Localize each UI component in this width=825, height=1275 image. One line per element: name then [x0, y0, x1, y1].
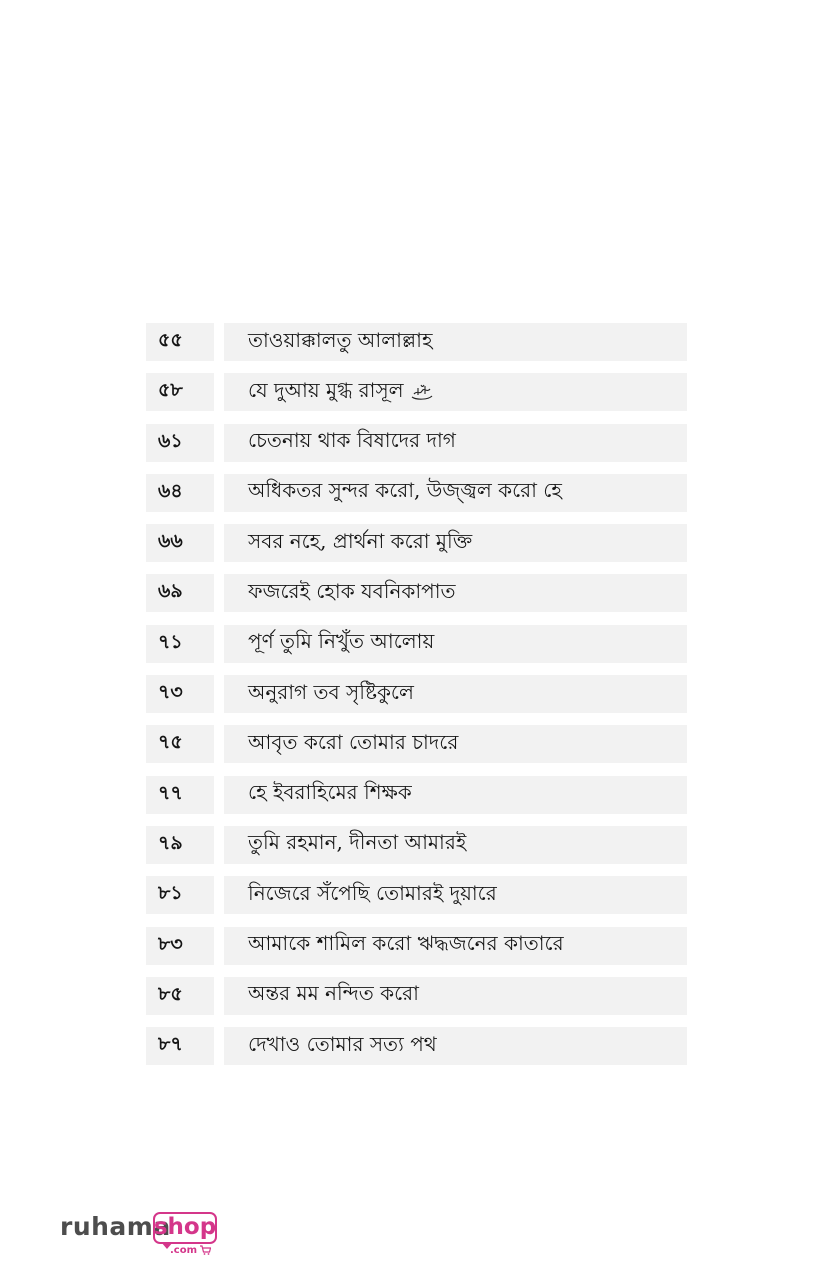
- toc-chapter-title-text: আবৃত করো তোমার চাদরে: [248, 729, 459, 754]
- logo-ruhama-text: ruhama: [60, 1212, 171, 1241]
- toc-chapter-title-text: তাওয়াক্কালতু আলাল্লাহ: [248, 327, 433, 352]
- toc-chapter-title: [224, 776, 687, 814]
- toc-chapter-title: [224, 574, 687, 612]
- toc-chapter-title: [224, 524, 687, 562]
- toc-chapter-title-text: যে দুআয় মুগ্ধ রাসূল: [248, 377, 404, 402]
- toc-row: [146, 373, 687, 411]
- toc-page-number: ৭৩: [146, 675, 214, 713]
- toc-row: [146, 927, 687, 965]
- toc-row: [146, 424, 687, 462]
- toc-page-number: ৭৭: [146, 776, 214, 814]
- toc-page-number: ৮৭: [146, 1027, 214, 1065]
- toc-chapter-title: [224, 876, 687, 914]
- toc-chapter-title-text: নিজেরে সঁপেছি তোমারই দুয়ারে: [248, 880, 497, 905]
- toc-chapter-title: [224, 725, 687, 763]
- toc-chapter-title-text: অনুরাগ তব সৃষ্টিকুলে: [248, 679, 414, 704]
- toc-chapter-title: [224, 424, 687, 462]
- toc-row: [146, 776, 687, 814]
- toc-chapter-title: [224, 474, 687, 512]
- toc-row: [146, 876, 687, 914]
- toc-page-number: ৭৯: [146, 826, 214, 864]
- toc-page-number: ৬৪: [146, 474, 214, 512]
- toc-chapter-title: [224, 323, 687, 361]
- logo-com-text: .com: [170, 1245, 198, 1256]
- toc-page-number: ৫৫: [146, 323, 214, 361]
- toc-chapter-title-text: অন্তর মম নন্দিত করো: [248, 981, 419, 1006]
- table-of-contents: [146, 323, 687, 1077]
- toc-chapter-title: [224, 977, 687, 1015]
- toc-row: [146, 1027, 687, 1065]
- toc-chapter-title-text: আমাকে শামিল করো ঋদ্ধজনের কাতারে: [248, 931, 564, 956]
- toc-chapter-title: [224, 1027, 687, 1065]
- toc-page-number: ৮৩: [146, 927, 214, 965]
- logo-shop-text: shop: [153, 1213, 217, 1240]
- toc-chapter-title: [224, 826, 687, 864]
- toc-chapter-title: [224, 675, 687, 713]
- logo-shop-bubble: [153, 1212, 217, 1244]
- toc-row: [146, 826, 687, 864]
- toc-chapter-title-text: চেতনায় থাক বিষাদের দাগ: [248, 428, 456, 453]
- cart-icon: [200, 1245, 211, 1255]
- toc-chapter-title-text: ফজরেই হোক যবনিকাপাত: [248, 578, 456, 603]
- toc-row: [146, 323, 687, 361]
- toc-page-number: ৮৫: [146, 977, 214, 1015]
- toc-row: [146, 675, 687, 713]
- toc-chapter-title-text: হে ইবরাহিমের শিক্ষক: [248, 780, 412, 805]
- toc-row: [146, 524, 687, 562]
- toc-chapter-title-text: সবর নহে, প্রার্থনা করো মুক্তি: [248, 528, 473, 553]
- toc-chapter-title: [224, 927, 687, 965]
- toc-chapter-title-text: পূর্ণ তুমি নিখুঁত আলোয়: [248, 629, 435, 654]
- toc-page-number: ৭৫: [146, 725, 214, 763]
- toc-page-number: ৬৯: [146, 574, 214, 612]
- salawat-calligraphy-icon: [410, 382, 434, 402]
- toc-page-number: ৬১: [146, 424, 214, 462]
- toc-page-number: ৬৬: [146, 524, 214, 562]
- toc-page-number: ৭১: [146, 625, 214, 663]
- toc-chapter-title-text: তুমি রহমান, দীনতা আমারই: [248, 830, 467, 855]
- toc-row: [146, 474, 687, 512]
- toc-page-number: ৮১: [146, 876, 214, 914]
- toc-row: [146, 725, 687, 763]
- toc-chapter-title: [224, 625, 687, 663]
- toc-row: [146, 574, 687, 612]
- toc-row: [146, 977, 687, 1015]
- toc-chapter-title: [224, 373, 687, 411]
- toc-row: [146, 625, 687, 663]
- toc-chapter-title-text: অধিকতর সুন্দর করো, উজ্জ্বল করো হে: [248, 478, 562, 503]
- toc-page-number: ৫৮: [146, 373, 214, 411]
- toc-chapter-title-text: দেখাও তোমার সত্য পথ: [248, 1031, 437, 1056]
